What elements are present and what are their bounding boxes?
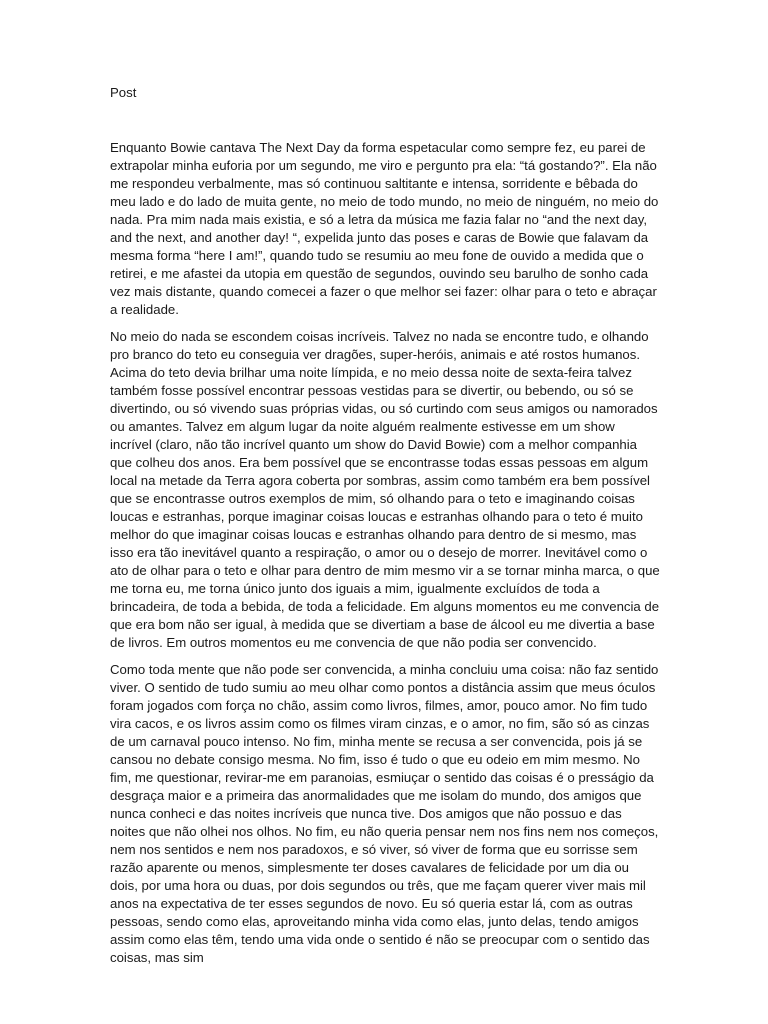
paragraph-2: No meio do nada se escondem coisas incríveis. Talvez no nada se encontre tudo, e olhando pro branco do teto eu conseguia ver dragões, super-heróis, animais e até rostos humanos. Acima do teto devia brilhar uma noite límpida, e no meio dessa noite de sexta-feira talvez também fosse possível encontrar pessoas vestidas para se divertir, ou bebendo, ou só se divertindo, ou só vivendo suas próprias vidas, ou só curtindo com seus amigos ou namorados ou amantes. Talvez em algum lugar da noite alguém realmente estivesse em um show incrível (claro, não tão incrível quanto um show do David Bowie) com a melhor companhia que colheu dos anos. Era bem possível que se encontrasse todas essas pessoas em algum local na metade da Terra agora coberta por sombras, assim como também era bem possível que se encontrasse outros exemplos de mim, só olhando para o teto e imaginando coisas loucas e estranhas, porque imaginar coisas loucas e estranhas olhando para o teto é muito melhor do que imaginar coisas loucas e estranhas olhando para dentro de si mesmo, mas isso era tão inevitável quanto a respiração, o amor ou o desejo de morrer. Inevitável como o ato de olhar para o teto e olhar para dentro de mim mesmo vir a se tornar minha marca, o que me torna eu, me torna único junto dos iguais a mim, igualmente excluídos de toda a brincadeira, de toda a bebida, de toda a felicidade. Em alguns momentos eu me convencia de que era bom não ser igual, à medida que se divertiam a base de álcool eu me divertia a base de livros. Em outros momentos eu me convencia de que não podia ser convencido.: [110, 329, 660, 650]
paragraph-1: Enquanto Bowie cantava The Next Day da forma espetacular como sempre fez, eu parei de extrapolar minha euforia por um segundo, me viro e pergunto pra ela: “tá gostando?”. Ela não me respondeu verbalmente, mas só continuou saltitante e intensa, sorridente e bêbada do meu lado e do lado de muita gente, no meio de todo mundo, no meio de ninguém, no meio do nada. Pra mim nada mais existia, e só a letra da música me fazia falar no “and the next day, and the next, and another day! “, expelida junto das poses e caras de Bowie que falavam da mesma forma “here I am!”, quando tudo se resumiu ao meu fone de ouvido a medida que o retirei, e me afastei da utopia em questão de segundos, ouvindo seu barulho de sonho cada vez mais distante, quando comecei a fazer o que melhor sei fazer: olhar para o teto e abraçar a realidade.: [110, 140, 659, 317]
document-body: [110, 84, 660, 976]
paragraph-3: Como toda mente que não pode ser convencida, a minha concluiu uma coisa: não faz sentido viver. O sentido de tudo sumiu ao meu olhar como pontos a distância assim que meus óculos foram jogados com força no chão, assim como livros, filmes, amor, pouco amor. No fim tudo vira cacos, e os livros assim como os filmes viram cinzas, e o amor, no fim, são só as cinzas de um carnaval pouco intenso. No fim, minha mente se recusa a ser convencida, pois já se cansou no debate consigo mesma. No fim, isso é tudo o que eu odeio em mim mesmo. No fim, me questionar, revirar-me em paranoias, esmiuçar o sentido das coisas é o presságio da desgraça maior e a primeira das anormalidades que me isolam do mundo, dos amigos que nunca conheci e das noites incríveis que nunca tive. Dos amigos que não possuo e das noites que não olhei nos olhos. No fim, eu não queria pensar nem nos fins nem nos começos, nem nos sentidos e nem nos paradoxos, e só viver, só viver de forma que eu sorrisse sem razão aparente ou menos, simplesmente ter doses cavalares de felicidade por um dia ou dois, por uma hora ou duas, por dois segundos ou três, que me façam querer viver mais mil anos na expectativa de ter esses segundos de novo. Eu só queria estar lá, com as outras pessoas, sendo como elas, aproveitando minha vida como elas, junto delas, tendo amigos assim como elas têm, tendo uma vida onde o sentido é não se preocupar com o sentido das coisas, mas sim: [110, 662, 659, 965]
document-title: Post: [110, 85, 137, 100]
